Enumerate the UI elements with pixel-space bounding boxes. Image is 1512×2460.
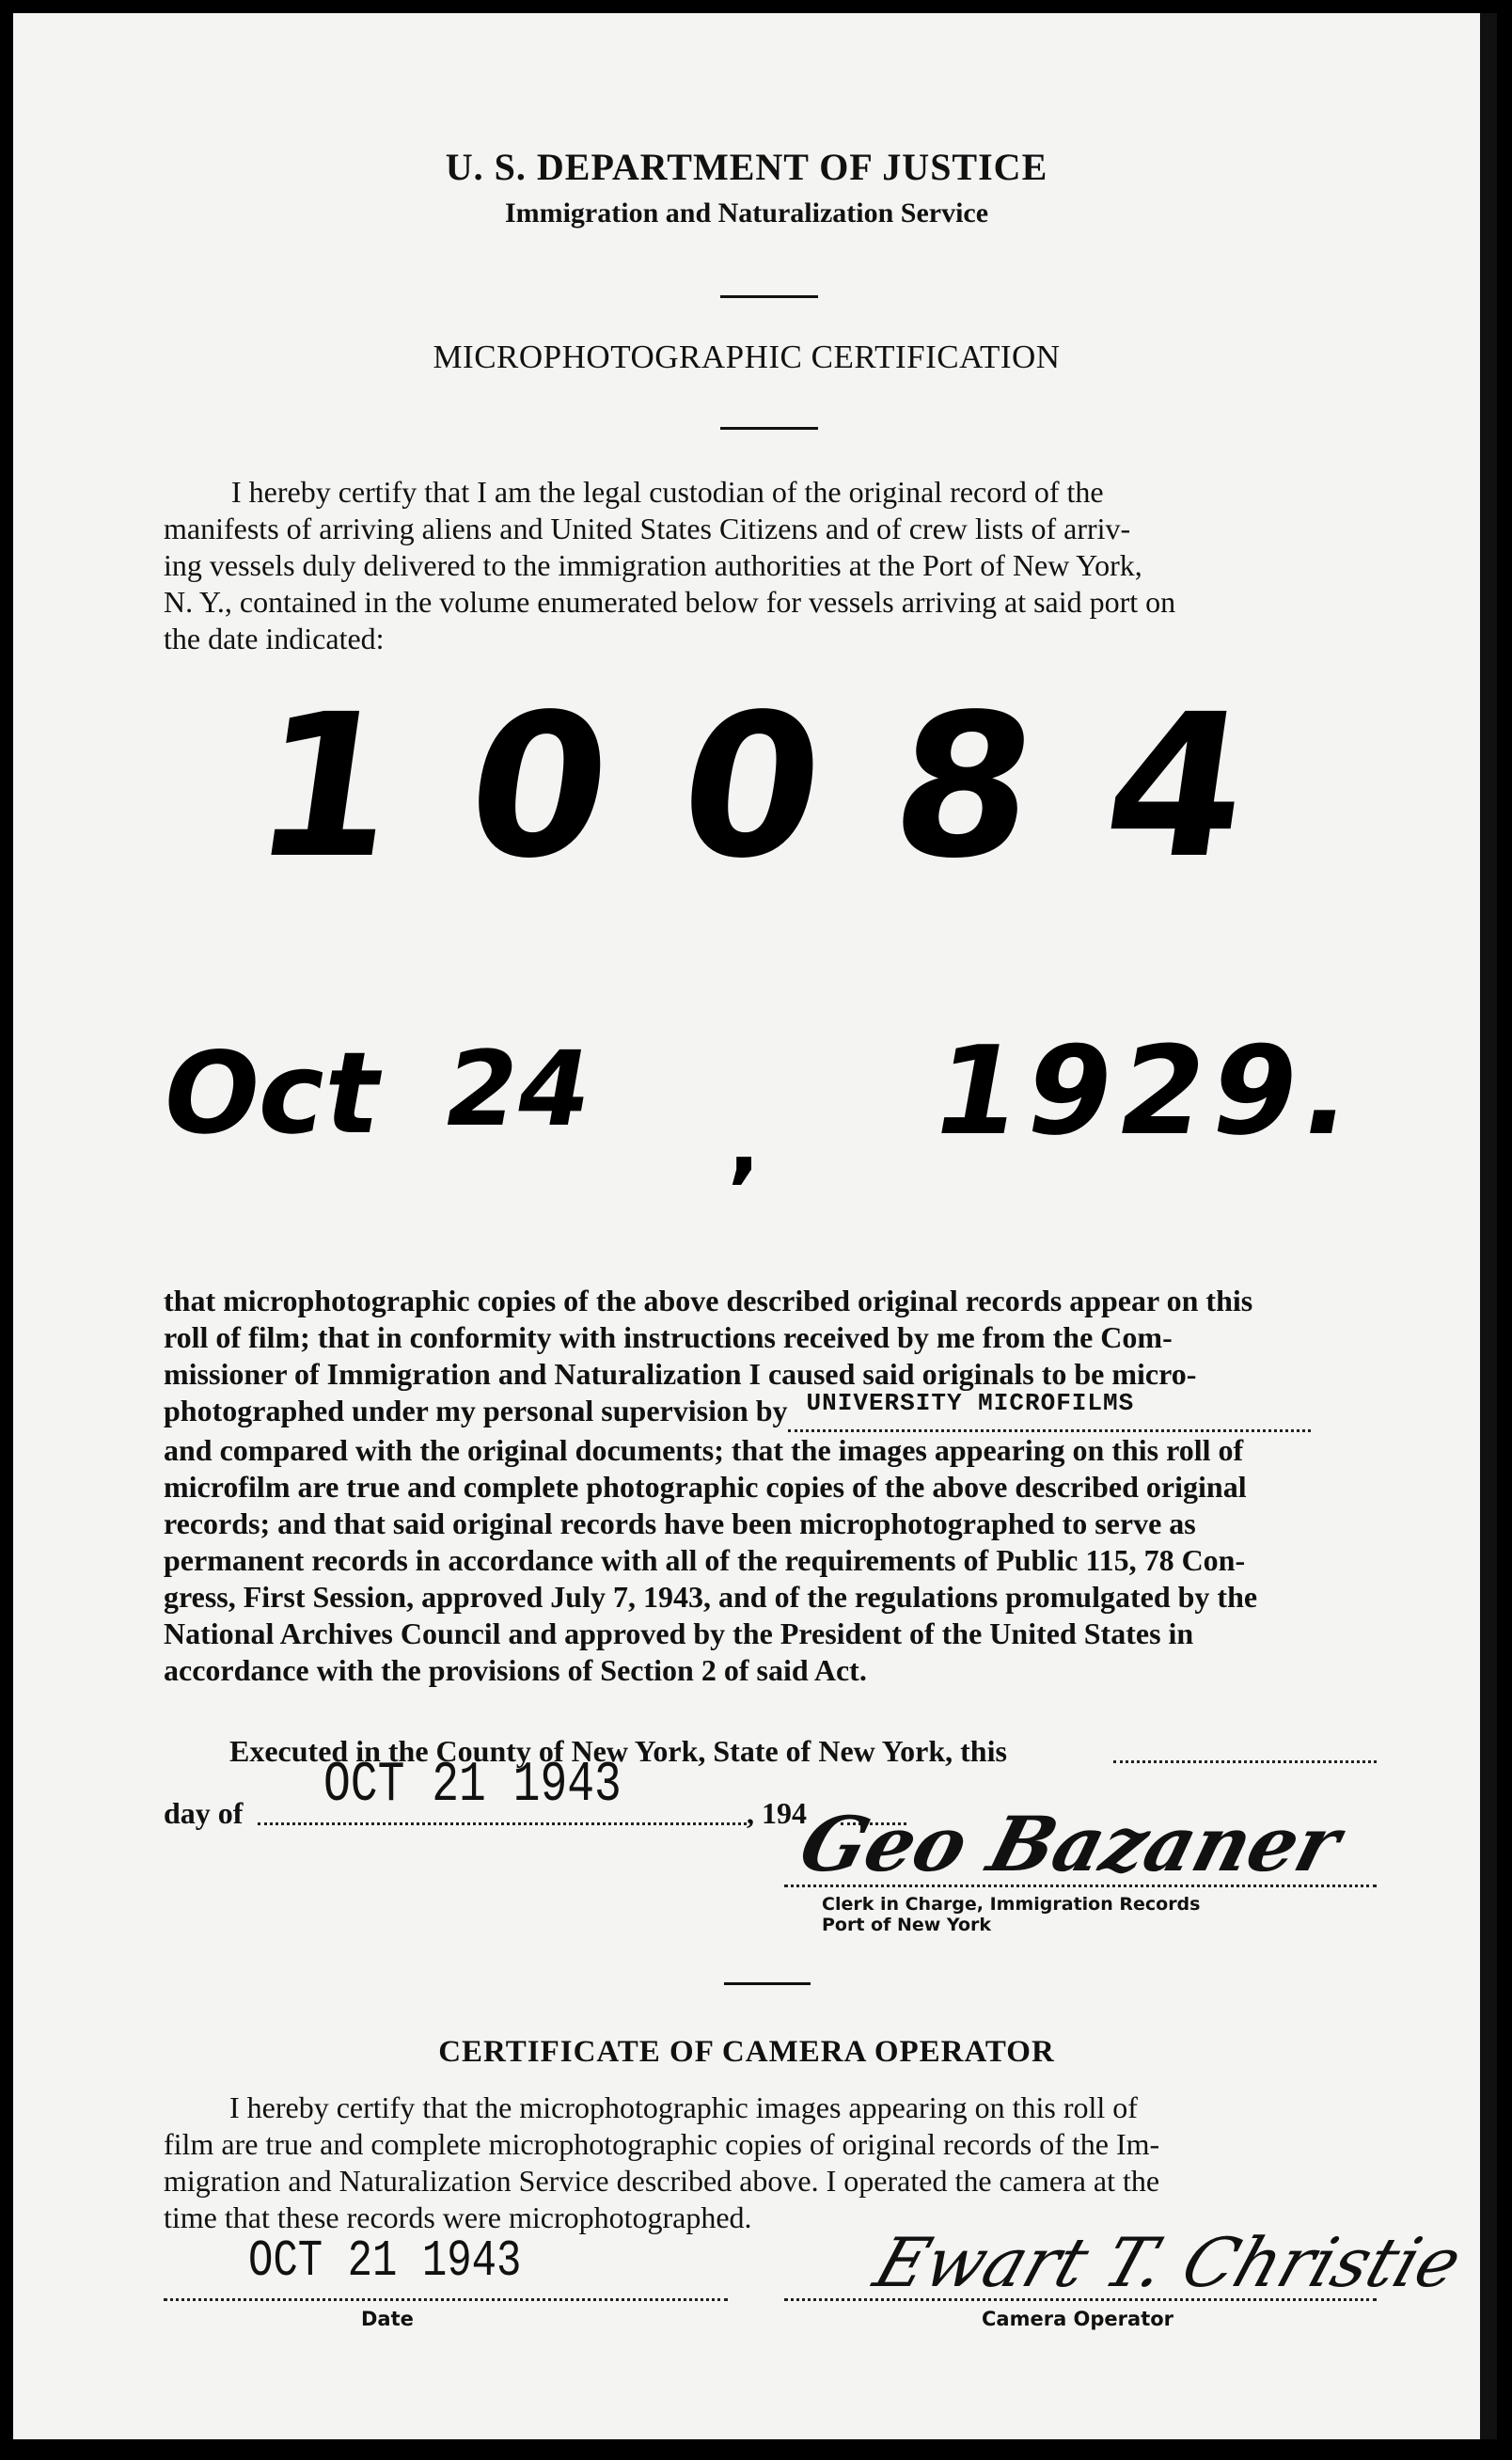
handwritten-comma: ,	[728, 1095, 761, 1193]
paragraph-line	[164, 1389, 1386, 1432]
paragraph-line: film are true and complete microphotographic copies of original records of the Im-	[164, 2127, 1160, 2161]
paragraph-line: ing vessels duly delivered to the immigration authorities at the Port of New York,	[164, 548, 1142, 582]
handwritten-volume-number: 10084	[241, 671, 1337, 902]
dotted-line	[1113, 1760, 1377, 1763]
divider-rule	[720, 427, 818, 430]
divider-rule	[724, 1982, 811, 1985]
day-of-label: day of	[164, 1796, 244, 1830]
clerk-signature: Geo Bazaner	[791, 1800, 1349, 1888]
paragraph-line: time that these records were microphotographed.	[164, 2200, 752, 2234]
stamped-date: OCT 21 1943	[323, 1754, 622, 1818]
date-label: Date	[361, 2308, 414, 2330]
camera-operator-paragraph	[164, 2089, 1386, 2236]
divider-rule	[720, 295, 818, 298]
handwritten-month: Oct	[151, 1029, 392, 1159]
paragraph-line: roll of film; that in conformity with instructions received by me from the Com-	[164, 1320, 1173, 1354]
paragraph-line: the date indicated:	[164, 622, 385, 655]
operator-stamped-date: OCT 21 1943	[248, 2231, 522, 2292]
date-dotted-line	[164, 2298, 728, 2301]
paragraph-line: I hereby certify that I am the legal custodian of the original record of the	[231, 475, 1104, 509]
custodian-paragraph	[164, 474, 1386, 657]
paragraph-line: gress, First Session, approved July 7, 1943, and of the regulations promulgated by the	[164, 1580, 1258, 1614]
paragraph-line: N. Y., contained in the volume enumerated below for vessels arriving at said port on	[164, 585, 1176, 619]
paragraph-line: accordance with the provisions of Section 2 of said Act.	[164, 1653, 867, 1687]
paragraph-line: manifests of arriving aliens and United States Citizens and of crew lists of arriv-	[164, 512, 1131, 545]
certification-page	[13, 13, 1497, 2439]
company-stamp: UNIVERSITY MICROFILMS	[806, 1389, 1135, 1417]
department-heading: U. S. DEPARTMENT OF JUSTICE	[445, 146, 1048, 188]
camera-operator-title: CERTIFICATE OF CAMERA OPERATOR	[438, 2035, 1055, 2069]
clerk-title	[822, 1894, 1200, 1935]
executed-statement: Executed in the County of New York, State of New York, this	[229, 1734, 1007, 1768]
camera-operator-label: Camera Operator	[982, 2308, 1174, 2330]
paragraph-line: and compared with the original documents; that the images appearing on this roll of	[164, 1433, 1244, 1467]
clerk-title-line: Port of New York	[822, 1915, 992, 1935]
clerk-title-line: Clerk in Charge, Immigration Records	[822, 1894, 1201, 1915]
handwritten-day: 24	[434, 1029, 601, 1149]
signature-line	[784, 1884, 1377, 1887]
paragraph-line: missioner of Immigration and Naturalization I caused said originals to be micro-	[164, 1357, 1197, 1391]
service-subheading: Immigration and Naturalization Service	[504, 197, 989, 229]
paragraph-line: I hereby certify that the microphotographic images appearing on this roll of	[229, 2090, 1138, 2124]
year-prefix: , 194	[747, 1796, 807, 1830]
film-paragraph	[164, 1283, 1386, 1689]
dotted-line	[258, 1822, 747, 1825]
paragraph-line: permanent records in accordance with all of the requirements of Public 115, 78 Con-	[164, 1543, 1246, 1577]
paragraph-line: National Archives Council and approved by the President of the United States in	[164, 1616, 1194, 1650]
signature-line	[784, 2298, 1377, 2301]
operator-signature: Ewart T. Christie	[865, 2223, 1472, 2302]
line-prefix: photographed under my personal supervision by	[164, 1394, 788, 1427]
handwritten-year: 1929.	[921, 1019, 1372, 1162]
paragraph-line: microfilm are true and complete photographic copies of the above described original	[164, 1470, 1247, 1504]
paragraph-line: migration and Naturalization Service described above. I operated the camera at the	[164, 2164, 1160, 2198]
paragraph-line: records; and that said original records have been microphotographed to serve as	[164, 1506, 1196, 1540]
paragraph-line: that microphotographic copies of the above described original records appear on this	[164, 1284, 1253, 1317]
certificate-title: MICROPHOTOGRAPHIC CERTIFICATION	[433, 339, 1061, 375]
company-dotted-line	[788, 1389, 1311, 1432]
